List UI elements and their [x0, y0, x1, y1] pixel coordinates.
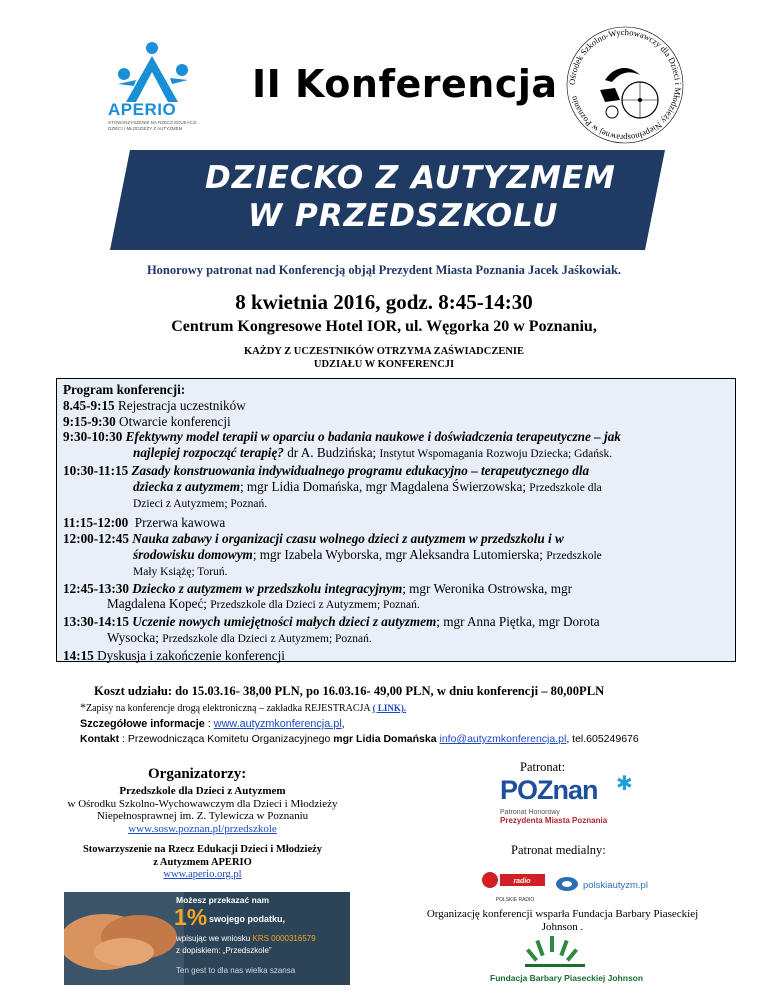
program-item: 9:15-9:30 Otwarcie konferencji — [63, 413, 231, 429]
registration-link[interactable]: ( LINK). — [372, 703, 407, 713]
program-item-cont: Mały Książę; Toruń. — [133, 565, 228, 578]
sosw-link[interactable]: www.sosw.poznan.pl/przedszkole — [128, 822, 277, 835]
banner-title-line2: W PRZEDSZKOLU — [248, 198, 559, 234]
media-patronage-label: Patronat medialny: — [511, 843, 606, 857]
program-item: 14:15 Dyskusja i zakończenie konferencji — [63, 647, 285, 663]
svg-text:Ośrodek Szkolno-Wychowawczy dl — [567, 27, 683, 143]
organizer-1: Przedszkole dla Dzieci z Autyzmem w Ośrodku Szkolno-Wychowawczym dla Dzieci i Młodzieży Niepełnosprawnej im. Z. Tylewicza w Poznaniu www.sosw.poznan.pl/przedszkole — [67, 785, 338, 835]
fbp-logo: Fundacja Barbary Piaseckiej Johnson — [490, 930, 620, 985]
poznan-logo: POZnan ✱ Patronat Honorowy Prezydenta Miasta Poznania — [500, 773, 633, 825]
support-note: Organizację konferencji wsparła Fundacja Barbary Piaseckiej Johnson . — [426, 908, 699, 933]
organizer-2: Stowarzyszenie na Rzecz Edukacji Dzieci i Młodzieży z Autyzmem APERIO www.aperio.org.pl — [82, 844, 323, 880]
email-link[interactable]: info@autyzmkonferencja.pl — [439, 733, 567, 745]
program-item-cont: dziecka z autyzmem; mgr Lidia Domańska, mgr Magdalena Świerzowska; Przedszkole dla — [133, 478, 602, 494]
patronat-label: Patronat: — [520, 760, 566, 774]
website-link[interactable]: www.autyzmkonferencja.pl — [213, 718, 342, 730]
cost-line: Koszt udziału: do 15.03.16- 38,00 PLN, po 16.03.16- 49,00 PLN, w dniu konferencji – 80,00PLN — [94, 684, 605, 698]
program-item-cont: Wysocka; Przedszkole dla Dzieci z Autyzmem; Poznań. — [107, 629, 372, 645]
hands-image — [64, 892, 184, 985]
svg-text:radio: radio — [513, 878, 531, 885]
info-line: Szczegółowe informacje : www.autyzmkonferencja.pl, — [80, 718, 345, 730]
program-item-cont: środowisku domowym; mgr Izabela Wyborska, mgr Aleksandra Lutomierska; Przedszkole — [133, 546, 602, 562]
radio-logo: radio POLSKIE RADIO — [480, 868, 550, 900]
conference-title: II Konferencja — [252, 62, 558, 106]
program-item-cont: najlepiej rozpocząć terapię? dr A. Budzińska; Instytut Wspomagania Rozwoju Dziecka; Gdańsk. — [133, 445, 613, 461]
organizers-heading: Organizatorzy: — [148, 766, 247, 782]
program-item: 12:00-12:45 Nauka zabawy i organizacji czasu wolnego dzieci z autyzmem w przedszkolu i w — [63, 531, 564, 547]
conference-date: 8 kwietnia 2016, godz. 8:45-14:30 — [235, 290, 533, 314]
program-heading: Program konferencji: — [63, 382, 186, 397]
registration-line: *Zapisy na konferencje drogą elektroniczną – zakładka REJESTRACJA ( LINK). — [80, 700, 407, 714]
contact-line: Kontakt : Przewodnicząca Komitetu Organizacyjnego mgr Lidia Domańska info@autyzmkonferencja.pl, tel.605249676 — [80, 733, 639, 745]
program-item: 9:30-10:30 Efektywny model terapii w oparciu o badania naukowe i doświadczenia terapeutyczne – jak — [63, 429, 621, 445]
program-item: 8.45-9:15 Rejestracja uczestników — [63, 397, 246, 413]
seal-text: Ośrodek Szkolno-Wychowawczy dla Dzieci i Młodzieży Niepełnosprawnej w Poznaniu — [566, 26, 684, 144]
polskiautyzm-logo: polskiautyzm.pl — [555, 875, 665, 895]
program-item-cont: Dzieci z Autyzmem; Poznań. — [133, 497, 268, 510]
conference-venue: Centrum Kongresowe Hotel IOR, ul. Węgorka 20 w Poznaniu, — [171, 318, 597, 335]
aperio-link[interactable]: www.aperio.org.pl — [163, 869, 242, 880]
tax-donation-banner: Możesz przekazać nam 1% swojego podatku, wpisując we wniosku KRS 0000316579 z dopiskiem: „Przedszkole” Ten gest to dla nas wielka szansa — [64, 892, 350, 985]
program-box — [56, 378, 736, 662]
patronage-note: Honorowy patronat nad Konferencją objął Prezydent Miasta Poznania Jacek Jaśkowiak. — [146, 263, 622, 277]
program-item-cont: Magdalena Kopeć; Przedszkole dla Dzieci z Autyzmem; Poznań. — [107, 596, 420, 612]
star-icon: ✱ — [616, 773, 633, 795]
certificate-note-line1: KAŻDY Z UCZESTNIKÓW OTRZYMA ZAŚWIADCZENIE — [243, 346, 525, 357]
aperio-name: APERIO — [108, 100, 177, 119]
program-item: 12:45-13:30 Dziecko z autyzmem w przedszkolu integracyjnym; mgr Weronika Ostrowska, mgr — [63, 580, 572, 596]
program-item: 13:30-14:15 Uczenie nowych umiejętności małych dzieci z autyzmem; mgr Anna Piętka, mgr Dorota — [63, 614, 600, 630]
program-item: 10:30-11:15 Zasady konstruowania indywidualnego programu edukacyjno – terapeutycznego dla — [63, 462, 590, 478]
osw-seal-logo — [560, 20, 690, 150]
program-item: 11:15-12:00 Przerwa kawowa — [63, 515, 226, 531]
aperio-tagline: STOWARZYSZENIE NA RZECZ EDUKACJI DZIECI I MŁODZIEŻY Z AUTYZMEM — [108, 120, 197, 131]
banner-title-line1: DZIECKO Z AUTYZMEM — [205, 160, 616, 196]
certificate-note-line2: UDZIAŁU W KONFERENCJI — [313, 359, 455, 370]
